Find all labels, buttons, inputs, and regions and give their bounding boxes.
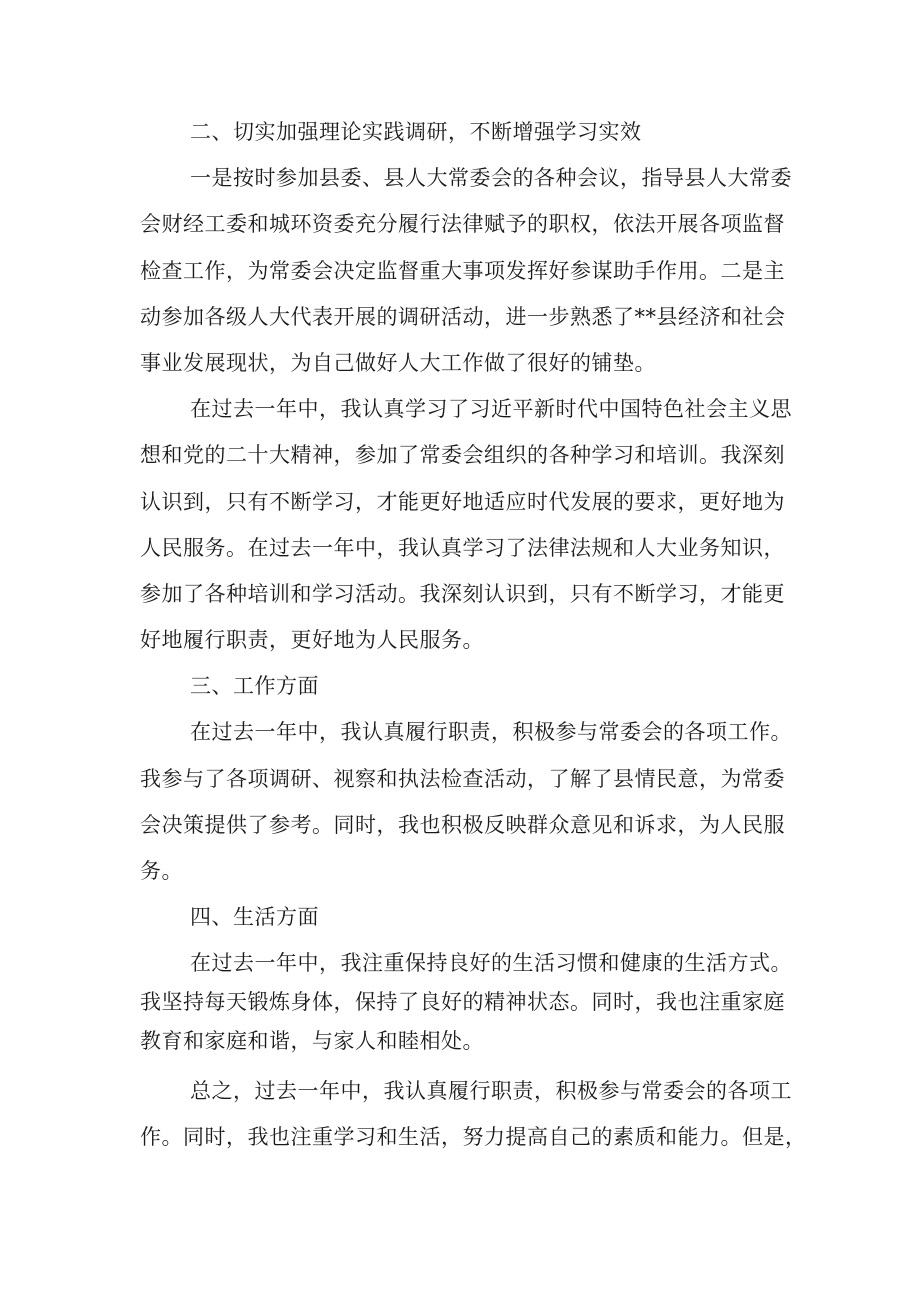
paragraph-line: 检查工作，为常委会决定监督重大事项发挥好参谋助手作用。二是主 xyxy=(140,259,785,283)
paragraph-line: 一是按时参加县委、县人大常委会的各种会议，指导县人大常委 xyxy=(190,166,792,190)
paragraph-line: 会决策提供了参考。同时，我也积极反映群众意见和诉求，为人民服 xyxy=(140,813,785,837)
paragraph-line: 人民服务。在过去一年中，我认真学习了法律法规和人大业务知识， xyxy=(140,536,785,560)
paragraph-line: 我坚持每天锻炼身体，保持了良好的精神状态。同时，我也注重家庭 xyxy=(140,990,785,1014)
paragraph-line: 在过去一年中，我认真履行职责，积极参与常委会的各项工作。 xyxy=(190,720,792,744)
paragraph-line: 总之，过去一年中，我认真履行职责，积极参与常委会的各项工 xyxy=(190,1079,792,1103)
paragraph-line: 事业发展现状，为自己做好人大工作做了很好的铺垫。 xyxy=(140,351,656,375)
paragraph-line: 务。 xyxy=(140,859,183,883)
paragraph-line: 好地履行职责，更好地为人民服务。 xyxy=(140,628,484,652)
paragraph-line: 动参加各级人大代表开展的调研活动，进一步熟悉了**县经济和社会 xyxy=(140,305,786,329)
section-heading-3: 三、工作方面 xyxy=(190,674,319,698)
paragraph-line: 在过去一年中，我注重保持良好的生活习惯和健康的生活方式。 xyxy=(190,951,792,975)
paragraph-line: 在过去一年中，我认真学习了习近平新时代中国特色社会主义思 xyxy=(190,397,792,421)
paragraph-line: 会财经工委和城环资委充分履行法律赋予的职权，依法开展各项监督 xyxy=(140,212,785,236)
paragraph-line: 认识到，只有不断学习，才能更好地适应时代发展的要求，更好地为 xyxy=(140,490,785,514)
paragraph-line: 想和党的二十大精神，参加了常委会组织的各种学习和培训。我深刻 xyxy=(140,443,785,467)
paragraph-line: 参加了各种培训和学习活动。我深刻认识到，只有不断学习，才能更 xyxy=(140,582,785,606)
paragraph-line: 作。同时，我也注重学习和生活，努力提高自己的素质和能力。但是， xyxy=(140,1125,807,1149)
section-heading-2: 二、切实加强理论实践调研，不断增强学习实效 xyxy=(190,120,642,144)
section-heading-4: 四、生活方面 xyxy=(190,905,319,929)
paragraph-line: 教育和家庭和谐，与家人和睦相处。 xyxy=(140,1029,484,1053)
paragraph-line: 我参与了各项调研、视察和执法检查活动，了解了县情民意，为常委 xyxy=(140,767,785,791)
